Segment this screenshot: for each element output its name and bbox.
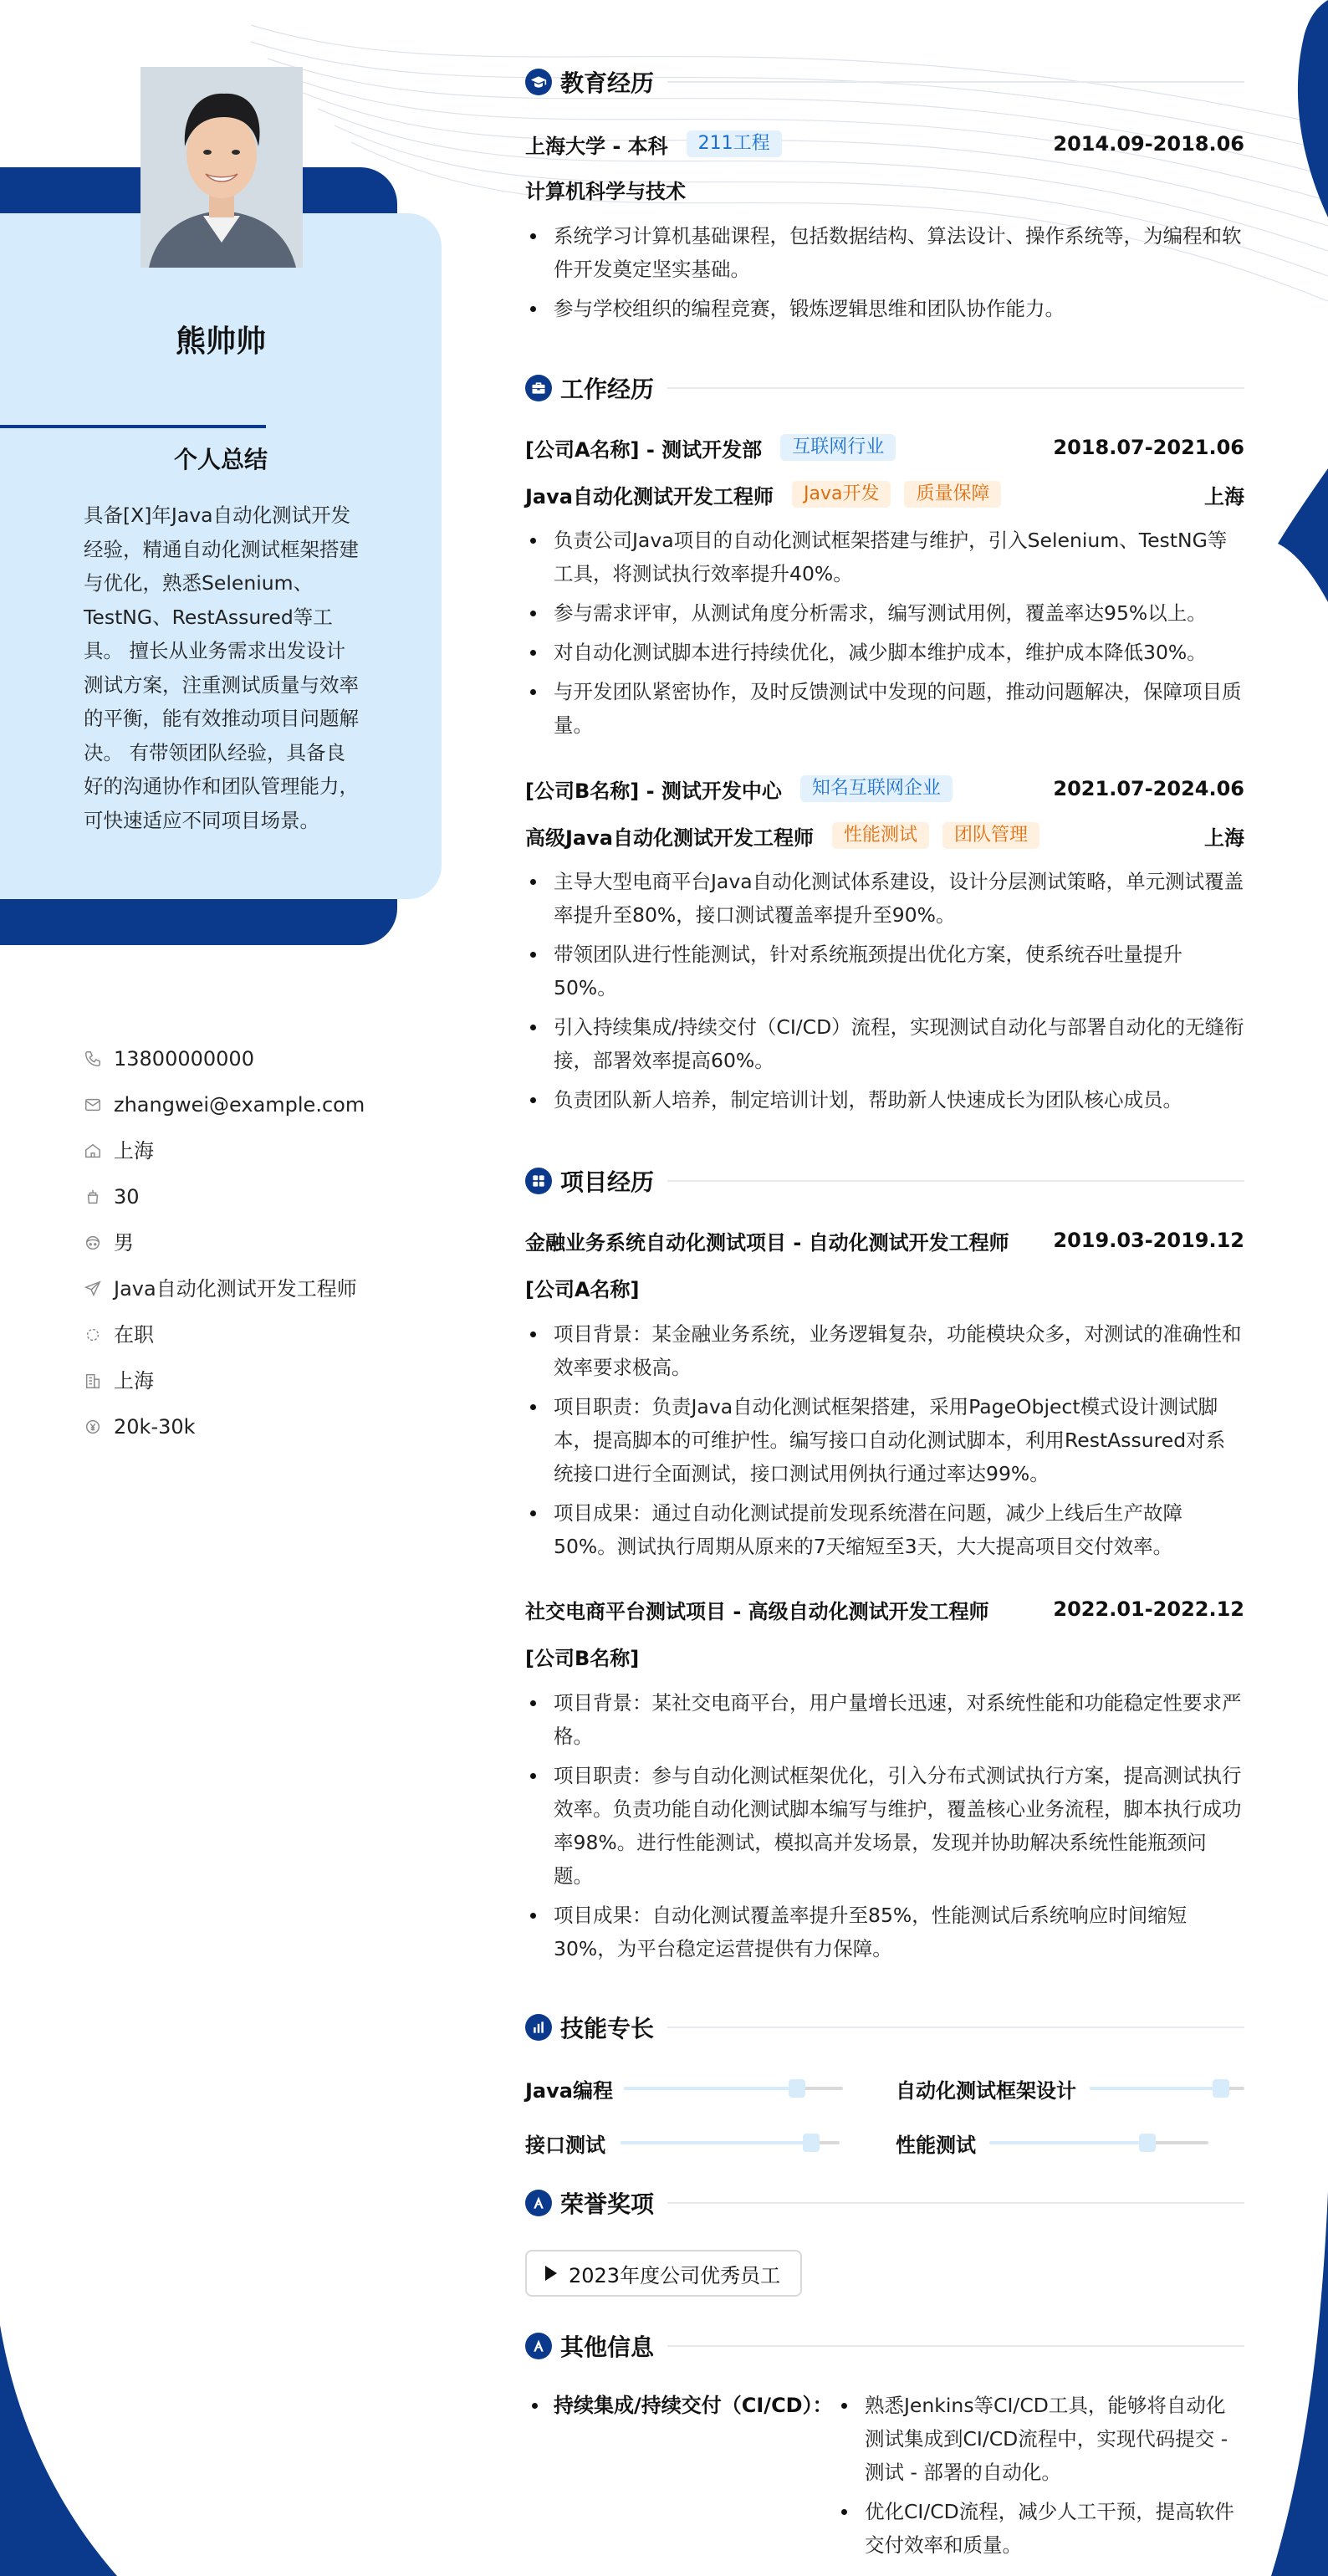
- skill-fill: [989, 2141, 1147, 2144]
- contact-text: 20k-30k: [114, 1415, 196, 1439]
- job-skill-tag: 质量保障: [904, 481, 1001, 508]
- contact-text: 30: [114, 1185, 140, 1209]
- play-triangle-icon: [545, 2266, 557, 2281]
- contact-workplace: [84, 1367, 360, 1394]
- skill-knob[interactable]: [1213, 2079, 1229, 2098]
- project-date: 2019.03-2019.12: [1053, 1229, 1244, 1252]
- list-item: 负责团队新人培养，制定培训计划，帮助新人快速成长为团队核心成员。: [525, 1083, 1244, 1117]
- sidebar: [0, 0, 468, 2576]
- contact-text[interactable]: zhangwei@example.com: [114, 1093, 365, 1117]
- skill-name: 性能测试: [896, 2133, 976, 2157]
- project-company-row: [525, 1270, 1244, 1304]
- job-city: 上海: [1204, 484, 1244, 509]
- project-name: 社交电商平台测试项目 - 高级自动化测试开发工程师: [525, 1599, 989, 1623]
- home-icon: [84, 1137, 114, 1164]
- list-item: 优化CI/CD流程，减少人工干预，提高软件交付效率和质量。: [836, 2495, 1244, 2562]
- job-company: [公司A名称] - 测试开发部: [525, 437, 763, 462]
- list-item: 项目成果：通过自动化测试提前发现系统潜在问题，减少上线后生产故障50%。测试执行周期从原来的7天缩短至3天，大大提高项目交付效率。: [525, 1496, 1244, 1563]
- project-bullets: [525, 1686, 1244, 1971]
- list-item: 项目背景：某金融业务系统，业务逻辑复杂，功能模块众多，对测试的准确性和效率要求极高。: [525, 1317, 1244, 1384]
- skill-item: [896, 2073, 1244, 2103]
- profile-name: 熊帅帅: [175, 325, 266, 359]
- skill-fill: [621, 2141, 811, 2144]
- list-item: 项目职责：负责Java自动化测试框架搭建，采用PageObject模式设计测试脚本，提高脚本的可维护性。编写接口自动化测试脚本，利用RestAssured对系统接口进行全面测试，接口测试用例执行通过率达99%。: [525, 1390, 1244, 1490]
- contact-text: Java自动化测试开发工程师: [114, 1277, 357, 1301]
- section-title: 教育经历: [560, 69, 655, 97]
- skill-slider[interactable]: [1090, 2087, 1244, 2090]
- contact-email: [84, 1091, 365, 1118]
- contact-status: [84, 1321, 360, 1348]
- status-icon: [84, 1321, 114, 1348]
- education-bullets: [525, 219, 1244, 331]
- grid-icon: [525, 1168, 552, 1194]
- project-bullets: [525, 1317, 1244, 1569]
- avatar-photo-icon: [140, 67, 303, 268]
- send-icon: [84, 1275, 114, 1302]
- job-date: 2021.07-2024.06: [1053, 777, 1244, 800]
- honor-text: 2023年度公司优秀员工: [569, 2263, 781, 2287]
- other-bullets: [836, 2389, 1244, 2568]
- section-education: [525, 65, 1244, 99]
- graduation-cap-icon: [525, 69, 552, 95]
- phone-icon: [84, 1045, 114, 1072]
- contact-list: [84, 1045, 365, 1459]
- project-company: [公司A名称]: [525, 1277, 640, 1301]
- list-item: 项目职责：参与自动化测试框架优化，引入分布式测试执行方案，提高测试执行效率。负责功能自动化测试脚本编写与维护，覆盖核心业务流程，脚本执行成功率98%。进行性能测试，模拟高并发场景，发现并协助解决系统性能瓶颈问题。: [525, 1759, 1244, 1893]
- section-title: 项目经历: [560, 1168, 655, 1196]
- contact-text: 上海: [114, 1369, 154, 1393]
- summary-text: 具备[X]年Java自动化测试开发经验，精通自动化测试框架搭建与优化，熟悉Selenium、TestNG、RestAssured等工具。 擅长从业务需求出发设计测试方案，注重测试质量与效率的平衡，能有效推动项目问题解决。 有带领团队经验，具备良好的沟通协作和团队管理能力，可快速适应不同项目场景。: [84, 503, 359, 832]
- job-header: [525, 431, 1244, 464]
- building-icon: [84, 1367, 114, 1394]
- major: 计算机科学与技术: [525, 179, 686, 203]
- job-bullets: [525, 524, 1244, 748]
- section-honors: [525, 2186, 1244, 2220]
- honor-badge[interactable]: [525, 2250, 802, 2297]
- contact-text: 男: [114, 1231, 134, 1255]
- list-item: 参与学校组织的编程竞赛，锻炼逻辑思维和团队协作能力。: [525, 292, 1244, 325]
- list-item: 系统学习计算机基础课程，包括数据结构、算法设计、操作系统等，为编程和软件开发奠定坚实基础。: [525, 219, 1244, 286]
- job-industry-tag: 知名互联网企业: [800, 775, 953, 802]
- project-header: [525, 1224, 1244, 1257]
- section-title: 技能专长: [560, 2015, 655, 2042]
- list-item: 项目成果：自动化测试覆盖率提升至85%，性能测试后系统响应时间缩短30%，为平台稳定运营提供有力保障。: [525, 1899, 1244, 1965]
- skill-knob[interactable]: [803, 2134, 820, 2152]
- section-divider: [667, 2027, 1244, 2028]
- age-icon: [84, 1183, 114, 1210]
- list-item: 熟悉Jenkins等CI/CD工具，能够将自动化测试集成到CI/CD流程中，实现代码提交 - 测试 - 部署的自动化。: [836, 2389, 1244, 2489]
- summary-title: 个人总结: [173, 446, 268, 473]
- section-divider: [667, 387, 1244, 389]
- section-projects: [525, 1164, 1244, 1198]
- skill-name: Java编程: [525, 2078, 613, 2103]
- skill-fill: [624, 2087, 797, 2090]
- skill-item: [525, 2073, 843, 2103]
- skill-item: [525, 2128, 843, 2158]
- skill-knob[interactable]: [789, 2079, 805, 2098]
- job-industry-tag: 互联网行业: [780, 434, 896, 461]
- list-item: 项目背景：某社交电商平台，用户量增长迅速，对系统性能和功能稳定性要求严格。: [525, 1686, 1244, 1753]
- school-tag: 211工程: [687, 130, 782, 157]
- section-work: [525, 371, 1244, 405]
- skill-slider[interactable]: [624, 2087, 843, 2090]
- project-header: [525, 1592, 1244, 1626]
- mail-icon: [84, 1091, 114, 1118]
- job-skill-tag: Java开发: [792, 481, 891, 508]
- list-item: 引入持续集成/持续交付（CI/CD）流程，实现测试自动化与部署自动化的无缝衔接，部署效率提高60%。: [525, 1010, 1244, 1077]
- job-date: 2018.07-2021.06: [1053, 436, 1244, 459]
- contact-salary: [84, 1413, 360, 1440]
- contact-city: [84, 1137, 360, 1164]
- award-icon: [525, 2190, 552, 2216]
- section-divider: [667, 81, 1244, 83]
- skill-knob[interactable]: [1139, 2134, 1156, 2152]
- job-city: 上海: [1204, 825, 1244, 850]
- skill-name: 接口测试: [525, 2133, 605, 2157]
- project-company: [公司B名称]: [525, 1646, 640, 1670]
- education-date: 2014.09-2018.06: [1053, 132, 1244, 156]
- contact-text: 在职: [114, 1323, 154, 1347]
- award-icon: [525, 2333, 552, 2359]
- contact-position: [84, 1275, 360, 1302]
- skill-item: [896, 2128, 1244, 2158]
- skill-slider[interactable]: [621, 2141, 840, 2144]
- project-date: 2022.01-2022.12: [1053, 1597, 1244, 1621]
- section-title: 工作经历: [560, 376, 655, 403]
- list-item: 负责公司Java项目的自动化测试框架搭建与维护，引入Selenium、TestNG等工具，将测试执行效率提升40%。: [525, 524, 1244, 590]
- job-header: [525, 772, 1244, 805]
- section-divider: [667, 2202, 1244, 2204]
- job-role: 高级Java自动化测试开发工程师: [525, 825, 814, 850]
- section-title: 其他信息: [560, 2333, 655, 2361]
- job-skill-tag: 性能测试: [832, 822, 929, 849]
- summary-divider: [0, 425, 266, 428]
- list-item: 主导大型电商平台Java自动化测试体系建设，设计分层测试策略，单元测试覆盖率提升至80%，接口测试覆盖率提升至90%。: [525, 865, 1244, 932]
- list-item: 带领团队进行性能测试，针对系统瓶颈提出优化方案，使系统吞吐量提升50%。: [525, 938, 1244, 1004]
- list-item: 对自动化测试脚本进行持续优化，减少脚本维护成本，维护成本降低30%。: [525, 636, 1244, 669]
- job-bullets: [525, 865, 1244, 1122]
- skill-slider[interactable]: [989, 2141, 1208, 2144]
- education-header: [525, 127, 1244, 161]
- briefcase-icon: [525, 375, 552, 401]
- project-company-row: [525, 1639, 1244, 1673]
- contact-text[interactable]: 13800000000: [114, 1047, 254, 1071]
- section-other: [525, 2329, 1244, 2363]
- job-role: Java自动化测试开发工程师: [525, 484, 774, 509]
- contact-text: 上海: [114, 1139, 154, 1163]
- school-name: 上海大学 - 本科: [525, 134, 668, 158]
- contact-age: [84, 1183, 360, 1210]
- contact-gender: [84, 1229, 360, 1256]
- education-major-row: [525, 172, 1244, 206]
- section-skills: [525, 2011, 1244, 2044]
- avatar: [140, 67, 303, 268]
- bar-chart-icon: [525, 2014, 552, 2041]
- gender-icon: [84, 1229, 114, 1256]
- salary-icon: [84, 1413, 114, 1440]
- job-role-row: [525, 819, 1244, 852]
- project-name: 金融业务系统自动化测试项目 - 自动化测试开发工程师: [525, 1230, 1009, 1255]
- skill-name: 自动化测试框架设计: [896, 2078, 1076, 2103]
- other-label: 持续集成/持续交付（CI/CD）：: [525, 2389, 833, 2422]
- job-role-row: [525, 478, 1244, 511]
- skill-fill: [1090, 2087, 1221, 2090]
- job-skill-tag: 团队管理: [942, 822, 1039, 849]
- contact-phone: [84, 1045, 360, 1072]
- section-divider: [667, 1180, 1244, 1182]
- job-company: [公司B名称] - 测试开发中心: [525, 779, 782, 803]
- section-divider: [667, 2345, 1244, 2347]
- section-title: 荣誉奖项: [560, 2190, 655, 2218]
- list-item: 参与需求评审，从测试角度分析需求，编写测试用例，覆盖率达95%以上。: [525, 596, 1244, 630]
- list-item: 与开发团队紧密协作，及时反馈测试中发现的问题，推动问题解决，保障项目质量。: [525, 675, 1244, 742]
